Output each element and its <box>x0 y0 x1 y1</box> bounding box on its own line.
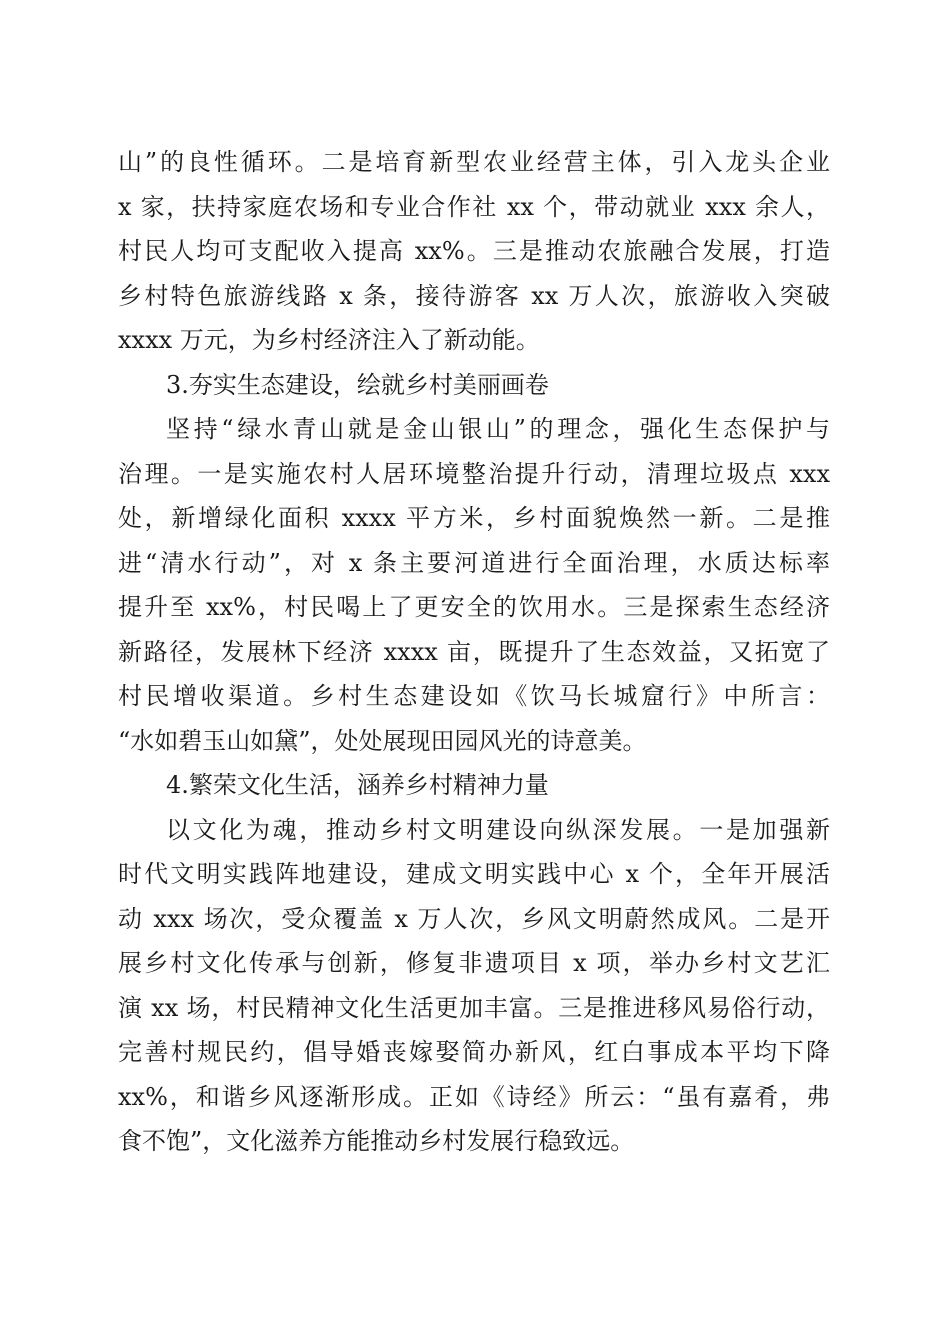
text-line: 提升至 xx%，村民喝上了更安全的饮用水。三是探索生态经济 <box>118 593 830 621</box>
text-line: 以文化为魂，推动乡村文明建设向纵深发展。一是加强新 <box>166 815 830 844</box>
text-line: 山”的良性循环。二是培育新型农业经营主体，引入龙头企业 <box>118 148 830 176</box>
section-heading: 4.繁荣文化生活，涵养乡村精神力量 <box>166 771 549 799</box>
text-line: 演 xx 场，村民精神文化生活更加丰富。三是推进移风易俗行动， <box>118 993 830 1022</box>
text-line: x 家，扶持家庭农场和专业合作社 xx 个，带动就业 xxx 余人， <box>118 192 830 221</box>
text-line: 新路径，发展林下经济 xxxx 亩，既提升了生态效益，又拓宽了 <box>118 637 830 666</box>
text-line: 动 xxx 场次，受众覆盖 x 万人次，乡风文明蔚然成风。二是开 <box>118 904 830 933</box>
text-line: 村民增收渠道。乡村生态建设如《饮马长城窟行》中所言： <box>118 682 830 710</box>
text-line: 进“清水行动”，对 x 条主要河道进行全面治理，水质达标率 <box>118 548 830 577</box>
text-line: “水如碧玉山如黛”，处处展现田园风光的诗意美。 <box>118 726 647 755</box>
document-body <box>118 140 830 1164</box>
text-line: 时代文明实践阵地建设，建成文明实践中心 x 个，全年开展活 <box>118 860 830 888</box>
text-line: 村民人均可支配收入提高 xx%。三是推动农旅融合发展，打造 <box>118 237 830 265</box>
text-line: xxxx 万元，为乡村经济注入了新动能。 <box>118 326 540 354</box>
text-line: 完善村规民约，倡导婚丧嫁娶简办新风，红白事成本平均下降 <box>118 1038 830 1066</box>
section-heading: 3.夯实生态建设，绘就乡村美丽画卷 <box>166 370 549 399</box>
text-line: 食不饱”，文化滋养方能推动乡村发展行稳致远。 <box>118 1127 635 1155</box>
text-line: 治理。一是实施农村人居环境整治提升行动，清理垃圾点 xxx <box>118 459 830 488</box>
text-line: 展乡村文化传承与创新，修复非遗项目 x 项，举办乡村文艺汇 <box>118 949 830 977</box>
text-line: xx%，和谐乡风逐渐形成。正如《诗经》所云：“虽有嘉肴，弗 <box>118 1082 830 1111</box>
text-line: 处，新增绿化面积 xxxx 平方米，乡村面貌焕然一新。二是推 <box>118 504 830 532</box>
text-line: 坚持“绿水青山就是金山银山”的理念，强化生态保护与 <box>166 415 830 443</box>
text-line: 乡村特色旅游线路 x 条，接待游客 xx 万人次，旅游收入突破 <box>118 281 830 310</box>
